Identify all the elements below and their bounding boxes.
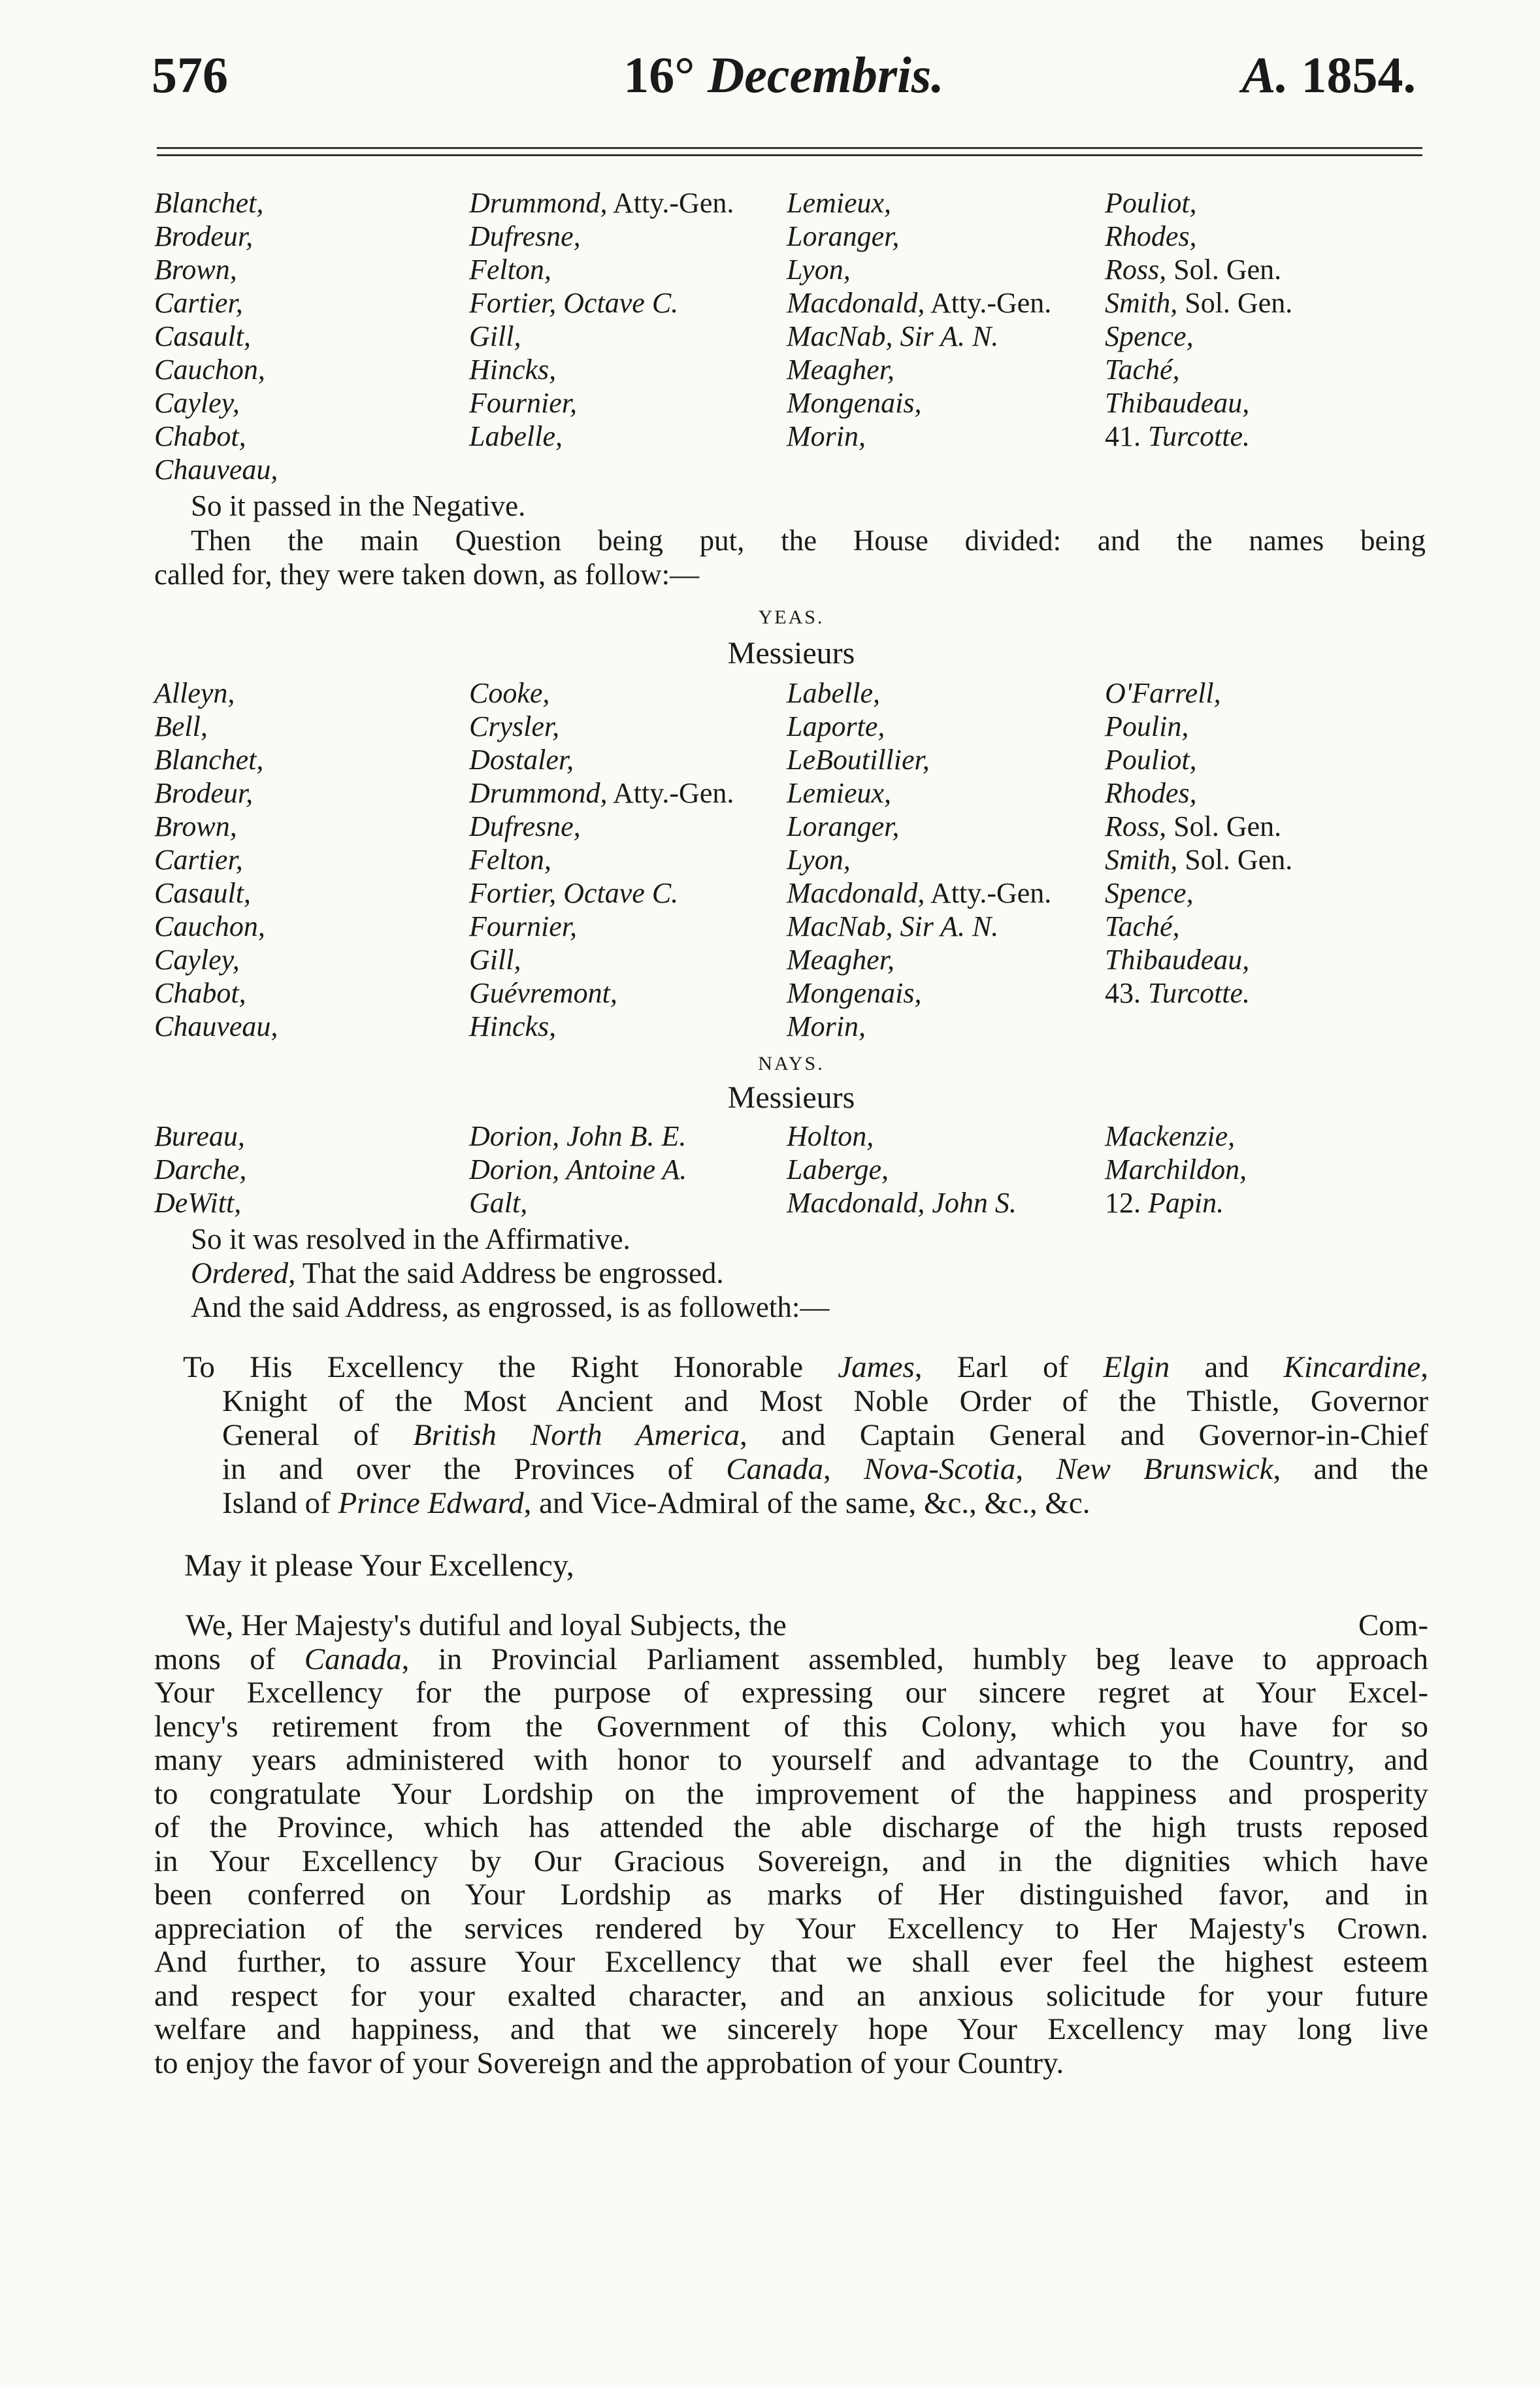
address-recipient <box>183 1350 1428 1520</box>
nays-row <box>154 1119 1428 1153</box>
nays-member-name: Dorion, Antoine A. <box>469 1153 687 1186</box>
yeas-member-name: Fortier, Octave C. <box>469 877 679 909</box>
yeas-member-name: O'Farrell, <box>1105 677 1221 709</box>
yeas-member-name: Crysler, <box>469 710 560 742</box>
first-division-member-name: Macdonald, Atty.-Gen. <box>787 287 1052 319</box>
yeas-member-name: Gill, <box>469 944 521 976</box>
yeas-member-name: Thibaudeau, <box>1105 944 1250 976</box>
first-division-member-name: Casault, <box>154 320 251 352</box>
address-line: General of British North America, and Captain General and Governor-in-Chief <box>222 1418 1428 1452</box>
nays-member-name: Mackenzie, <box>1105 1120 1236 1152</box>
first-division-member-name: Chabot, <box>154 420 246 452</box>
address-line: To His Excellency the Right Honorable James, Earl of Elgin and Kincardine, <box>183 1350 1428 1384</box>
page-date <box>152 46 1416 105</box>
ordered-word: Ordered, <box>191 1257 296 1289</box>
body-line: to congratulate Your Lordship on the improvement of the happiness and prosperity <box>154 1776 1428 1811</box>
body-line: And further, to assure Your Excellency that we shall ever feel the highest esteem <box>154 1945 1428 1979</box>
first-division-member-name: Drummond, Atty.-Gen. <box>469 187 734 219</box>
yeas-member-name: Smith, Sol. Gen. <box>1105 844 1293 876</box>
yeas-member-name: Chabot, <box>154 977 246 1009</box>
nays-member-name: DeWitt, <box>154 1187 242 1219</box>
first-division-member-name: Brodeur, <box>154 220 254 252</box>
first-division-member-name: Cayley, <box>154 387 240 419</box>
body-line: of the Province, which has attended the able discharge of the high trusts reposed <box>154 1810 1428 1844</box>
first-division-member-name: Meagher, <box>787 354 894 386</box>
yeas-member-name: Poulin, <box>1105 710 1189 742</box>
yeas-member-name: Dufresne, <box>469 810 581 842</box>
year-value: 1854. <box>1301 46 1416 103</box>
yeas-row <box>154 676 1428 710</box>
nays-member-name: Bureau, <box>154 1120 245 1152</box>
nays-result: So it was resolved in the Affirmative. <box>191 1223 631 1255</box>
nays-member-name: Laberge, <box>787 1153 889 1186</box>
yeas-member-name: LeBoutillier, <box>787 744 930 776</box>
first-division-member-name: Mongenais, <box>787 387 922 419</box>
first-division-member-name: MacNab, Sir A. N. <box>787 320 999 352</box>
first-division-member-name: Fournier, <box>469 387 577 419</box>
first-division-row <box>154 453 1428 486</box>
yeas-member-name: Loranger, <box>787 810 900 842</box>
address-body <box>154 1609 1428 2080</box>
yeas-row <box>154 710 1428 743</box>
first-division-row <box>154 353 1428 386</box>
yeas-member-name: Labelle, <box>787 677 880 709</box>
yeas-member-name: Taché, <box>1105 910 1180 942</box>
body-line: many years administered with honor to yourself and advantage to the Country, and <box>154 1743 1428 1777</box>
yeas-member-name: Pouliot, <box>1105 744 1197 776</box>
first-division-member-name: Rhodes, <box>1105 220 1197 252</box>
first-division-row <box>154 320 1428 353</box>
yeas-member-name: Bell, <box>154 710 208 742</box>
main-question-line2: called for, they were taken down, as follow:— <box>154 558 700 591</box>
date-month: Decembris. <box>707 46 944 103</box>
body-line: to enjoy the favor of your Sovereign and the approbation of your Country. <box>154 2046 1064 2080</box>
address-line: Island of Prince Edward, and Vice-Admiral of the same, &c., &c., &c. <box>222 1486 1090 1520</box>
yeas-member-name: Spence, <box>1105 877 1194 909</box>
nays-member-name: 12. Papin. <box>1105 1187 1224 1219</box>
first-division-member-name: Labelle, <box>469 420 563 452</box>
body-line: appreciation of the services rendered by Your Excellency to Her Majesty's Crown. <box>154 1911 1428 1946</box>
yeas-member-name: Guévremont, <box>469 977 617 1009</box>
first-division-member-name: Chauveau, <box>154 454 278 486</box>
year-prefix: A. <box>1241 46 1288 103</box>
yeas-heading: YEAS. <box>758 606 825 628</box>
nays-member-name: Galt, <box>469 1187 528 1219</box>
yeas-member-name: Rhodes, <box>1105 777 1197 809</box>
yeas-member-name: Alleyn, <box>154 677 235 709</box>
first-division-member-name: Morin, <box>787 420 866 452</box>
first-division-member-name: Cartier, <box>154 287 243 319</box>
yeas-row <box>154 1010 1428 1043</box>
first-division-row <box>154 386 1428 420</box>
first-division-member-name: Taché, <box>1105 354 1180 386</box>
first-division-member-name: Lemieux, <box>787 187 892 219</box>
yeas-member-name: Morin, <box>787 1010 866 1042</box>
yeas-member-name: Casault, <box>154 877 251 909</box>
first-division-member-name: Dufresne, <box>469 220 581 252</box>
yeas-member-name: Blanchet, <box>154 744 264 776</box>
first-division-names <box>154 186 1428 486</box>
nays-member-name: Macdonald, John S. <box>787 1187 1017 1219</box>
nays-member-name: Darche, <box>154 1153 247 1186</box>
first-division-member-name: Gill, <box>469 320 521 352</box>
header-rule-bottom <box>157 154 1422 156</box>
yeas-member-name: Dostaler, <box>469 744 574 776</box>
nays-member-name: Dorion, John B. E. <box>469 1120 687 1152</box>
nays-member-name: Holton, <box>787 1120 874 1152</box>
yeas-member-name: Cauchon, <box>154 910 265 942</box>
first-division-member-name: Cauchon, <box>154 354 265 386</box>
yeas-member-name: Fournier, <box>469 910 577 942</box>
yeas-messieurs: Messieurs <box>727 636 855 671</box>
first-division-member-name: Hincks, <box>469 354 557 386</box>
yeas-member-name: Cooke, <box>469 677 550 709</box>
first-division-result: So it passed in the Negative. <box>191 489 526 522</box>
first-division-member-name: Blanchet, <box>154 187 264 219</box>
yeas-member-name: 43. Turcotte. <box>1105 977 1251 1009</box>
yeas-member-name: MacNab, Sir A. N. <box>787 910 999 942</box>
page-year <box>1241 46 1416 105</box>
yeas-member-name: Chauveau, <box>154 1010 278 1042</box>
address-follows: And the said Address, as engrossed, is as followeth:— <box>191 1291 830 1323</box>
first-division-member-name: Pouliot, <box>1105 187 1197 219</box>
first-division-row <box>154 420 1428 453</box>
first-division-row <box>154 220 1428 253</box>
body-line: and respect for your exalted character, and an anxious solicitude for your future <box>154 1978 1428 2013</box>
body-line: been conferred on Your Lordship as marks of Her distinguished favor, and in <box>154 1878 1428 1912</box>
first-division-row <box>154 253 1428 286</box>
yeas-row <box>154 843 1428 876</box>
first-division-row <box>154 186 1428 220</box>
first-division-member-name: Ross, Sol. Gen. <box>1105 254 1282 286</box>
date-day: 16° <box>623 46 695 103</box>
first-division-member-name: Spence, <box>1105 320 1194 352</box>
main-question-line1: Then the main Question being put, the House divided: and the names being <box>191 524 1426 557</box>
address-line: in and over the Provinces of Canada, Nova-Scotia, New Brunswick, and the <box>222 1452 1428 1486</box>
first-division-member-name: Loranger, <box>787 220 900 252</box>
first-division-member-name: 41. Turcotte. <box>1105 420 1251 452</box>
body-line: lency's retirement from the Government of this Colony, which you have for so <box>154 1709 1428 1744</box>
yeas-row <box>154 876 1428 910</box>
yeas-member-name: Brown, <box>154 810 237 842</box>
page-header <box>152 46 1416 118</box>
yeas-member-name: Brodeur, <box>154 777 254 809</box>
first-division-member-name: Brown, <box>154 254 237 286</box>
yeas-member-name: Laporte, <box>787 710 885 742</box>
yeas-member-name: Lyon, <box>787 844 851 876</box>
yeas-row <box>154 743 1428 776</box>
yeas-member-name: Hincks, <box>469 1010 557 1042</box>
yeas-member-name: Mongenais, <box>787 977 922 1009</box>
first-division-member-name: Smith, Sol. Gen. <box>1105 287 1293 319</box>
nays-heading: NAYS. <box>758 1053 825 1074</box>
body-line: Your Excellency for the purpose of expressing our sincere regret at Your Excel- <box>154 1676 1428 1710</box>
yeas-row <box>154 810 1428 843</box>
nays-row <box>154 1186 1428 1219</box>
yeas-names <box>154 676 1428 1043</box>
yeas-row <box>154 943 1428 976</box>
salutation: May it please Your Excellency, <box>184 1548 574 1583</box>
yeas-member-name: Macdonald, Atty.-Gen. <box>787 877 1052 909</box>
address-line: Knight of the Most Ancient and Most Noble Order of the Thistle, Governor <box>222 1384 1428 1418</box>
page-number: 576 <box>152 46 228 103</box>
nays-messieurs: Messieurs <box>727 1080 855 1115</box>
first-division-member-name: Lyon, <box>787 254 851 286</box>
yeas-row <box>154 910 1428 943</box>
first-division-member-name: Fortier, Octave C. <box>469 287 679 319</box>
yeas-row <box>154 776 1428 810</box>
body-line: mons of Canada, in Provincial Parliament assembled, humbly beg leave to approach <box>154 1642 1428 1676</box>
ordered-line <box>191 1256 724 1290</box>
first-division-row <box>154 286 1428 320</box>
ordered-text: That the said Address be engrossed. <box>302 1257 724 1289</box>
nays-member-name: Marchildon, <box>1105 1153 1247 1186</box>
yeas-member-name: Meagher, <box>787 944 894 976</box>
nays-row <box>154 1153 1428 1186</box>
yeas-member-name: Drummond, Atty.-Gen. <box>469 777 734 809</box>
first-division-member-name: Thibaudeau, <box>1105 387 1250 419</box>
nays-names <box>154 1119 1428 1219</box>
yeas-member-name: Cartier, <box>154 844 243 876</box>
body-line: in Your Excellency by Our Gracious Sovereign, and in the dignities which have <box>154 1844 1428 1878</box>
body-first-line: We, Her Majesty's dutiful and loyal Subjects, the Com- <box>186 1608 1428 1642</box>
yeas-member-name: Felton, <box>469 844 551 876</box>
yeas-member-name: Lemieux, <box>787 777 892 809</box>
first-division-member-name: Felton, <box>469 254 551 286</box>
header-rule-top <box>157 147 1422 149</box>
yeas-member-name: Ross, Sol. Gen. <box>1105 810 1282 842</box>
yeas-member-name: Cayley, <box>154 944 240 976</box>
body-line: welfare and happiness, and that we sincerely hope Your Excellency may long live <box>154 2012 1428 2046</box>
yeas-row <box>154 976 1428 1010</box>
